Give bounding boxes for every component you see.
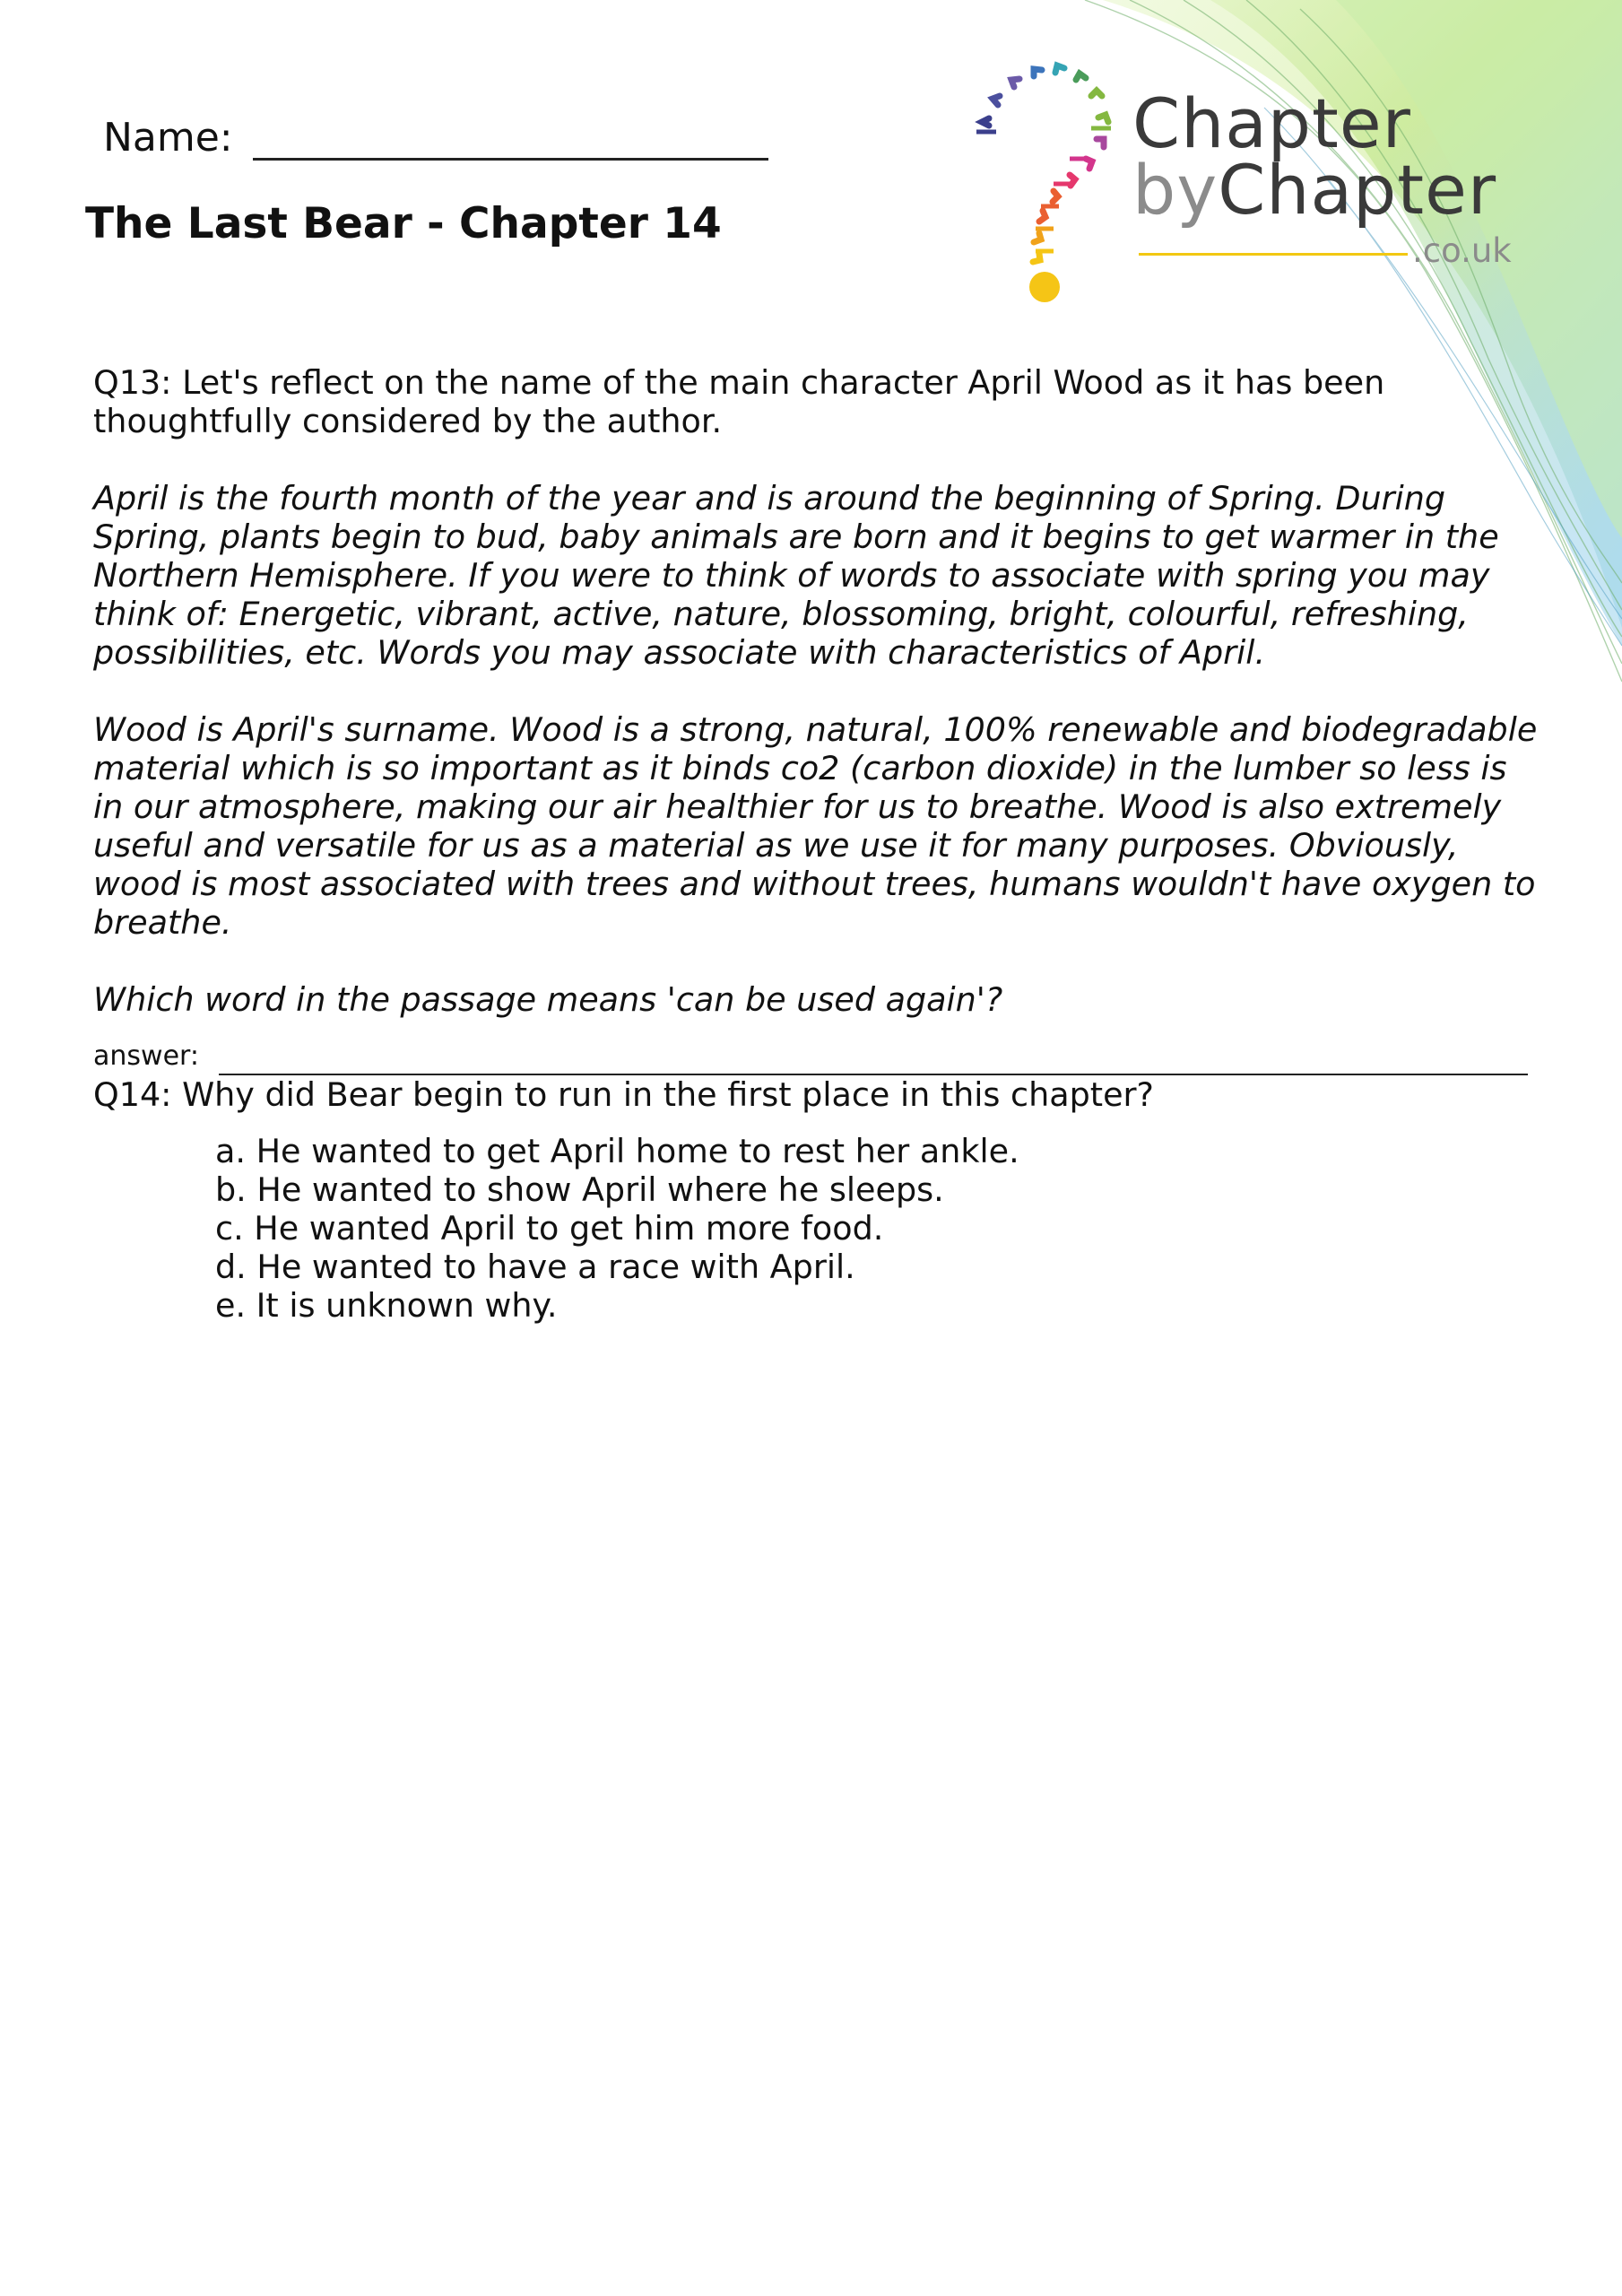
answer-label: answer:	[93, 1040, 199, 1072]
name-input-line[interactable]	[253, 115, 768, 161]
name-label: Name:	[103, 115, 233, 161]
worksheet-title: The Last Bear - Chapter 14	[85, 199, 722, 248]
q14-option-e[interactable]: e. It is unknown why.	[215, 1286, 558, 1325]
book-arch-question-mark-icon	[964, 49, 1116, 318]
q13-passage-april: April is the fourth month of the year and is around the beginning of Spring. During Spring, plants begin to bud, baby animals are born and it begins to get warmer in the Northern Hemisphere. If you were to think of words to associate with spring you may think of: Energetic, vibrant, active, nature, blossoming, bright, colourful, refreshing, possibilities, etc. Words you may associate with characteristics of April.	[93, 479, 1499, 672]
worksheet-body	[93, 363, 1546, 1325]
q14-options	[93, 1132, 1546, 1325]
logo-domain: .co.uk	[1412, 231, 1512, 270]
logo-chapter-2: Chapter	[1218, 150, 1497, 230]
q14-option-c[interactable]: c. He wanted April to get him more food.	[215, 1209, 884, 1248]
logo-wordmark	[1132, 83, 1497, 230]
q13-answer-line[interactable]	[219, 1047, 1528, 1075]
q14-option-a[interactable]: a. He wanted to get April home to rest her ankle.	[215, 1132, 1019, 1170]
q13-answer-row	[93, 1037, 1546, 1075]
logo-line-chapter: Chapter	[1132, 83, 1411, 163]
q14-option-d[interactable]: d. He wanted to have a race with April.	[215, 1248, 855, 1286]
q14-prompt: Q14: Why did Bear begin to run in the first place in this chapter?	[93, 1075, 1154, 1114]
q13-question: Which word in the passage means 'can be used again'?	[93, 980, 1003, 1019]
q13-passage-wood: Wood is April's surname. Wood is a strong, natural, 100% renewable and biodegradable material which is so important as it binds co2 (carbon dioxide) in the lumber so less is in our atmosphere, making our air healthier for us to breathe. Wood is also extremely useful and versatile for us as a material as we use it for many purposes. Obviously, wood is most associated with trees and without trees, humans wouldn't have oxygen to breathe.	[93, 710, 1538, 942]
logo-underline	[1139, 253, 1408, 256]
logo-line-by-chapter	[1132, 150, 1497, 230]
q14-option-b[interactable]: b. He wanted to show April where he sleeps.	[215, 1170, 944, 1209]
name-field-row	[103, 115, 768, 161]
q13-prompt: Q13: Let's reflect on the name of the main character April Wood as it has been thoughtfully considered by the author.	[93, 363, 1385, 440]
chapter-by-chapter-logo	[964, 49, 1574, 318]
logo-by: by	[1132, 150, 1219, 230]
